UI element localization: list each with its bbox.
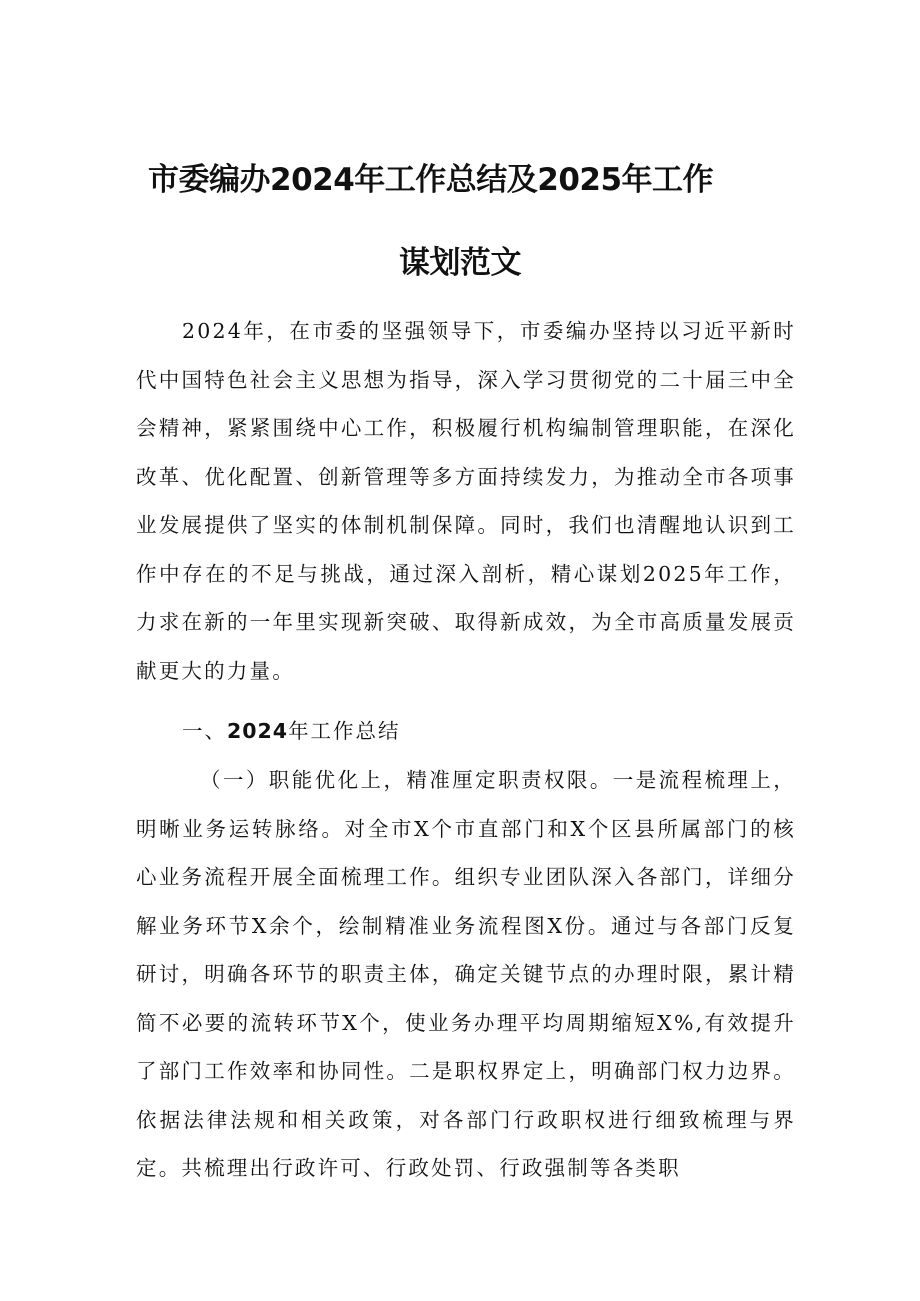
body-paragraph: （一）职能优化上，精准厘定职责权限。一是流程梳理上，明晰业务运转脉络。对全市X个市直部门和X个区县所属部门的核心业务流程开展全面梳理工作。组织专业团队深入各部门，详细分解业务环节X余个，绘制精准业务流程图X份。通过与各部门反复研讨，明确各环节的职责主体，确定关键节点的办理时限，累计精简不必要的流转环节X个，使业务办理平均周期缩短X%,有效提升了部门工作效率和协同性。二是职权界定上，明确部门权力边界。依据法律法规和相关政策，对各部门行政职权进行细致梳理与界定。共梳理出行政许可、行政处罚、行政强制等各类职 (136, 768, 796, 1180)
section-heading-year: 2024 (227, 719, 289, 743)
intro-paragraph: 2024年，在市委的坚强领导下，市委编办坚持以习近平新时代中国特色社会主义思想为指导，深入学习贯彻党的二十届三中全会精神，紧紧围绕中心工作，积极履行机构编制管理职能，在深化改革、优化配置、创新管理等多方面持续发力，为推动全市各项事业发展提供了坚实的体制机制保障。同时，我们也清醒地认识到工作中存在的不足与挑战，通过深入剖析，精心谋划2025年工作，力求在新的一年里实现新突破、取得新成效，为全市高质量发展贡献更大的力量。 (136, 319, 796, 683)
section-heading (136, 707, 401, 756)
section-heading-suffix: 年工作总结 (288, 719, 401, 743)
document-title-line2: 谋划范文 (399, 245, 521, 281)
section-heading-prefix: 一、 (182, 719, 227, 743)
document-title-line1: 市委编办2024年工作总结及2025年工作 (148, 162, 714, 198)
